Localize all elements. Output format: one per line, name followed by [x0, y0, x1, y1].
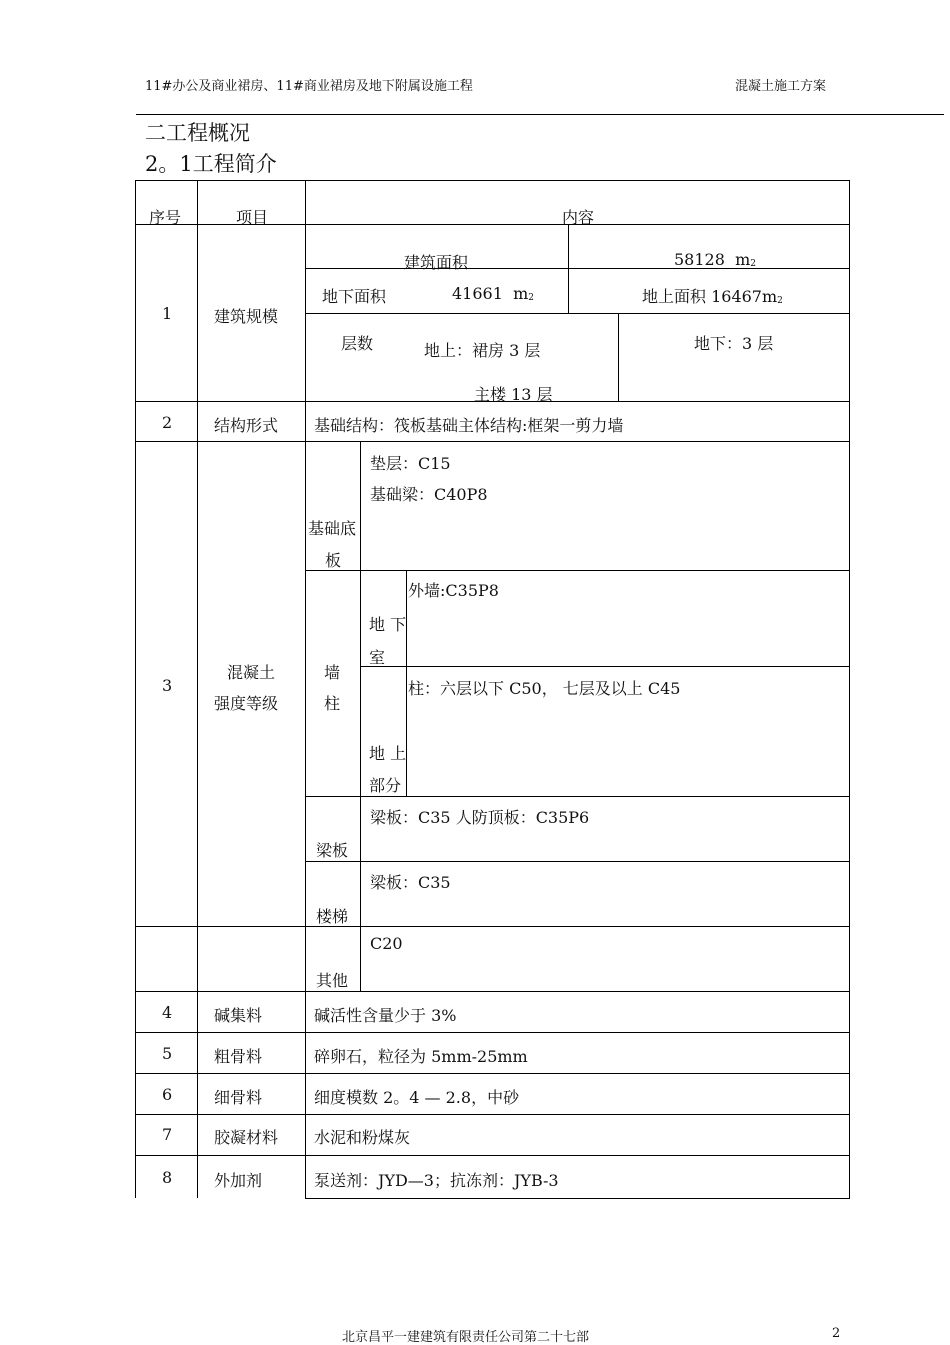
row5-item: 粗骨料 — [214, 1047, 263, 1066]
underground-area-label: 地下面积 — [322, 287, 387, 306]
floors-above-tower: 主楼 13 层 — [474, 385, 553, 404]
header-rule — [136, 114, 944, 115]
row6-item: 细骨料 — [214, 1088, 263, 1107]
other-value: C20 — [370, 934, 403, 953]
row1-seq: 1 — [162, 304, 173, 323]
row7-value: 水泥和粉煤灰 — [314, 1128, 411, 1147]
aboveground-label-line1: 地 上 — [369, 744, 407, 763]
building-area-value: 58128 m2 — [674, 250, 756, 269]
row5-value: 碎卵石，粒径为 5mm-25mm — [314, 1047, 528, 1066]
row8-seq: 8 — [162, 1168, 173, 1187]
col-header-seq: 序号 — [149, 208, 182, 227]
basement-label-line1: 地 下 — [369, 615, 407, 634]
row5-seq: 5 — [162, 1044, 173, 1063]
aboveground-area: 地上面积 16467m2 — [642, 287, 783, 306]
col-header-content: 内容 — [562, 208, 595, 227]
row4-item: 碱集料 — [214, 1006, 263, 1025]
floors-above-podium: 地上：裙房 3 层 — [424, 341, 541, 360]
row6-value: 细度模数 2。4 — 2.8，中砂 — [314, 1088, 520, 1107]
row8-value: 泵送剂：JYD—3；抗冻剂：JYB-3 — [314, 1171, 559, 1190]
stair-value: 梁板：C35 — [370, 873, 451, 892]
aboveground-label-line2: 部分 — [369, 776, 402, 795]
row2-seq: 2 — [162, 413, 173, 432]
wall-column-label-line1: 墙 — [324, 663, 341, 682]
row7-seq: 7 — [162, 1125, 173, 1144]
aboveground-value: 柱：六层以下 C50， 七层及以上 C45 — [408, 679, 681, 698]
section-title: 二工程概况 — [145, 121, 250, 145]
beam-slab-label: 梁板 — [316, 841, 349, 860]
page-number: 2 — [832, 1326, 841, 1341]
underground-area-value: 41661 m2 — [452, 284, 534, 303]
col-header-item: 项目 — [236, 208, 269, 227]
base-slab-beam: 基础梁：C40P8 — [370, 485, 488, 504]
basement-label-line2: 室 — [369, 648, 386, 667]
building-area-label: 建筑面积 — [404, 253, 469, 272]
header-document-name: 混凝土施工方案 — [735, 79, 827, 94]
base-slab-label-line2: 板 — [325, 551, 342, 570]
row3-item-line1: 混凝土 — [227, 663, 276, 682]
header-project-name: 11#办公及商业裙房、11#商业裙房及地下附属设施工程 — [145, 79, 473, 94]
row3-seq: 3 — [162, 676, 173, 695]
beam-slab-value: 梁板：C35 人防顶板：C35P6 — [370, 808, 590, 827]
base-slab-label-line1: 基础底 — [308, 519, 357, 538]
row7-item: 胶凝材料 — [214, 1128, 279, 1147]
base-slab-cushion: 垫层：C15 — [370, 454, 451, 473]
wall-column-label-line2: 柱 — [324, 694, 341, 713]
row2-item: 结构形式 — [214, 416, 279, 435]
row6-seq: 6 — [162, 1085, 173, 1104]
row3-item-line2: 强度等级 — [214, 694, 279, 713]
row1-item: 建筑规模 — [214, 307, 279, 326]
row2-value: 基础结构：筏板基础主体结构:框架一剪力墙 — [314, 416, 624, 435]
subsection-title: 2。1工程简介 — [145, 152, 277, 176]
footer-company: 北京昌平一建建筑有限责任公司第二十七部 — [342, 1330, 590, 1345]
row8-item: 外加剂 — [214, 1171, 263, 1190]
floors-below: 地下：3 层 — [694, 334, 774, 353]
row4-seq: 4 — [162, 1003, 173, 1022]
row4-value: 碱活性含量少于 3% — [314, 1006, 457, 1025]
other-label: 其他 — [316, 971, 349, 990]
stair-label: 楼梯 — [316, 907, 349, 926]
basement-value: 外墙:C35P8 — [408, 581, 499, 600]
floors-label: 层数 — [341, 334, 374, 353]
